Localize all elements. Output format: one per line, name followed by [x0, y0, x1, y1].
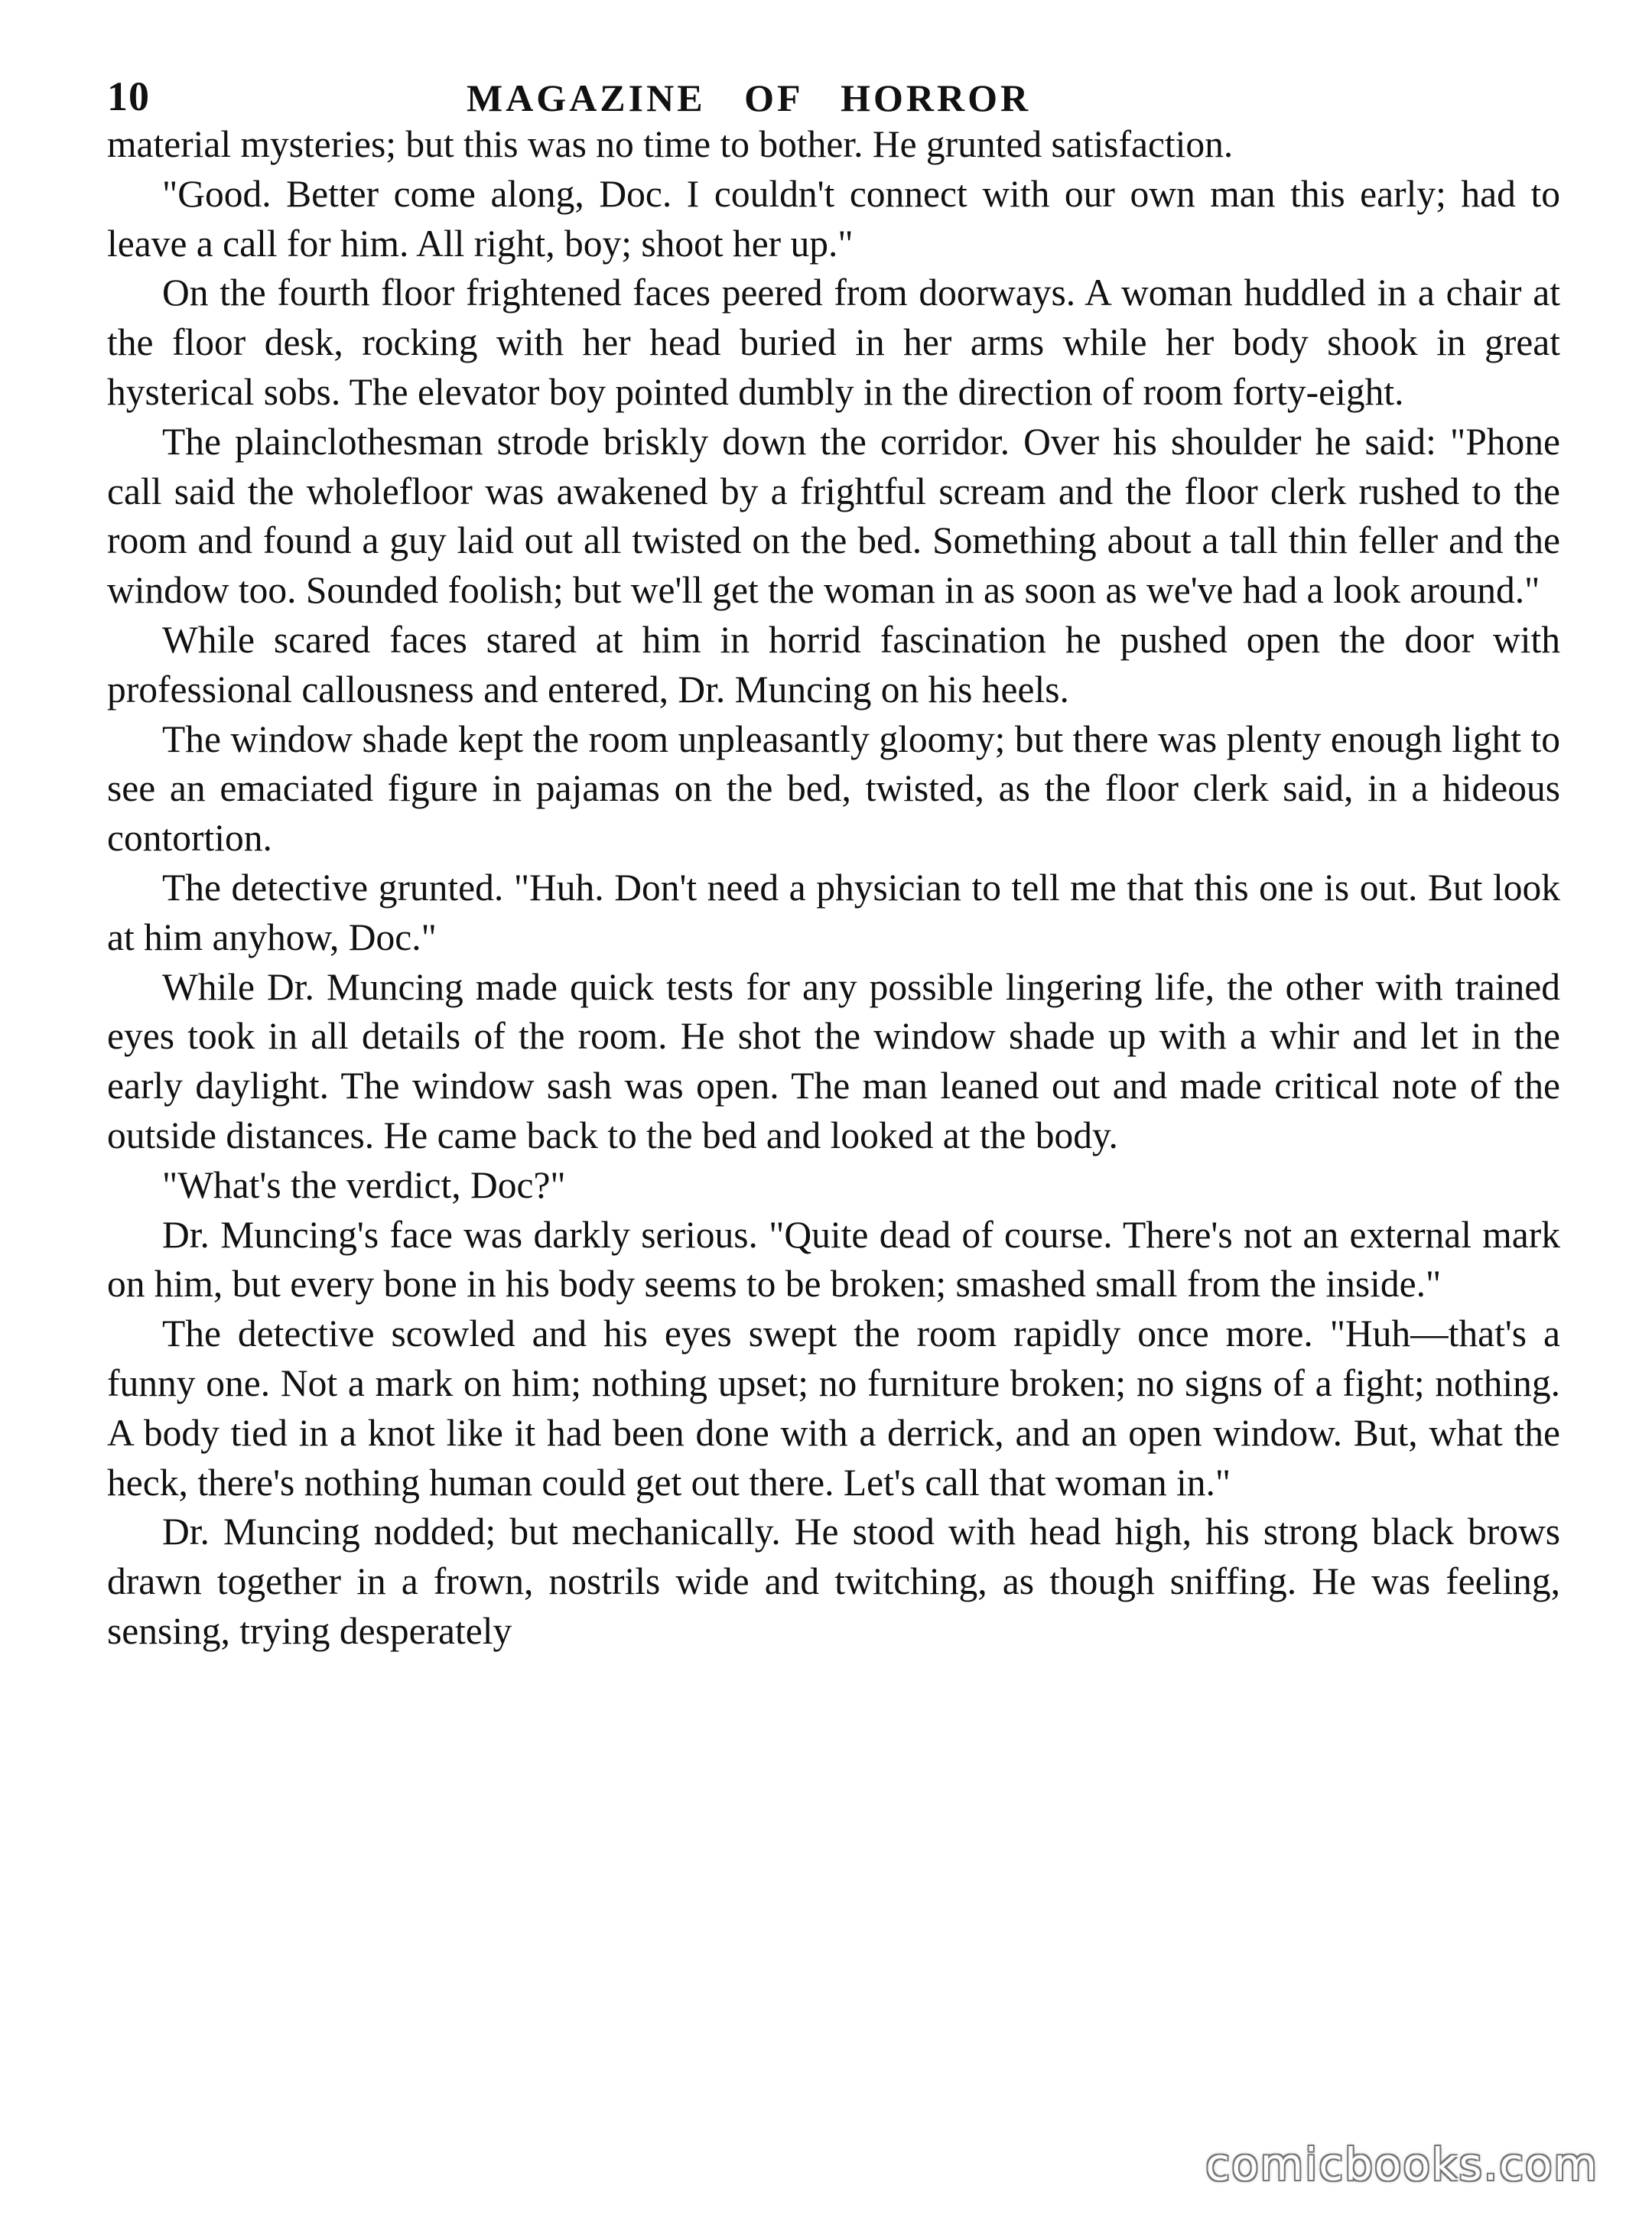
watermark-logo: comicbooks.com: [1205, 2138, 1598, 2190]
paragraph: On the fourth floor frightened faces peered from doorways. A woman huddled in a chair at the floor desk, rocking with her head buried in her arms while her body shook in great hysterical sobs. The elevator boy pointed dumbly in the direction of room forty-eight.: [107, 272, 1560, 413]
magazine-page: [107, 73, 1560, 1657]
paragraph: The window shade kept the room unpleasantly gloomy; but there was plenty enough light to see an emaciated figure in pajamas on the bed, twisted, as the floor clerk said, in a hideous contortion.: [107, 717, 1560, 860]
page-number: 10: [107, 73, 150, 119]
paragraph: While scared faces stared at him in horrid fascination he pushed open the door with professional callousness and entered, Dr. Muncing on his heels.: [107, 618, 1560, 711]
paragraph: The detective grunted. "Huh. Don't need a physician to tell me that this one is out. But look at him anyhow, Doc.": [107, 866, 1560, 958]
paragraph: The detective scowled and his eyes swept the room rapidly once more. "Huh—that's a funny one. Not a mark on him; nothing upset; no furniture broken; no signs of a fight; nothing. A body tied in a knot like it had been done with a derrick, and an open window. But, what the heck, there's nothing human could get out there. Let's call that woman in.": [107, 1312, 1560, 1504]
magazine-title: MAGAZINE OF HORROR: [467, 76, 1032, 119]
paragraph: "What's the verdict, Doc?": [162, 1163, 566, 1206]
paragraph-continued: material mysteries; but this was no time to bother. He grunted satisfaction.: [107, 123, 1234, 165]
paragraph: Dr. Muncing's face was darkly serious. "Quite dead of course. There's not an external mark on him, but every bone in his body seems to be broken; smashed small from the inside.": [107, 1213, 1560, 1306]
article-body: [107, 120, 1560, 1657]
running-head: [107, 73, 1560, 134]
paragraph: Dr. Muncing nodded; but mechanically. He stood with head high, his strong black brows drawn together in a frown, nostrils wide and twitching, as though sniffing. He was feeling, sensing, trying desperately: [107, 1511, 1560, 1652]
paragraph: "Good. Better come along, Doc. I couldn't connect with our own man this early; had to leave a call for him. All right, boy; shoot her up.": [107, 172, 1560, 265]
paragraph: While Dr. Muncing made quick tests for any possible lingering life, the other with trained eyes took in all details of the room. He shot the window shade up with a whir and let in the early daylight. The window sash was open. The man leaned out and made critical note of the outside distances. He came back to the bed and looked at the body.: [107, 965, 1560, 1156]
paragraph: The plainclothesman strode briskly down the corridor. Over his shoulder he said: "Phone call said the wholefloor was awakened by a frightful scream and the floor clerk rushed to the room and found a guy laid out all twisted on the bed. Something about a tall thin feller and the window too. Sounded foolish; but we'll get the woman in as soon as we've had a look around.": [107, 420, 1560, 612]
